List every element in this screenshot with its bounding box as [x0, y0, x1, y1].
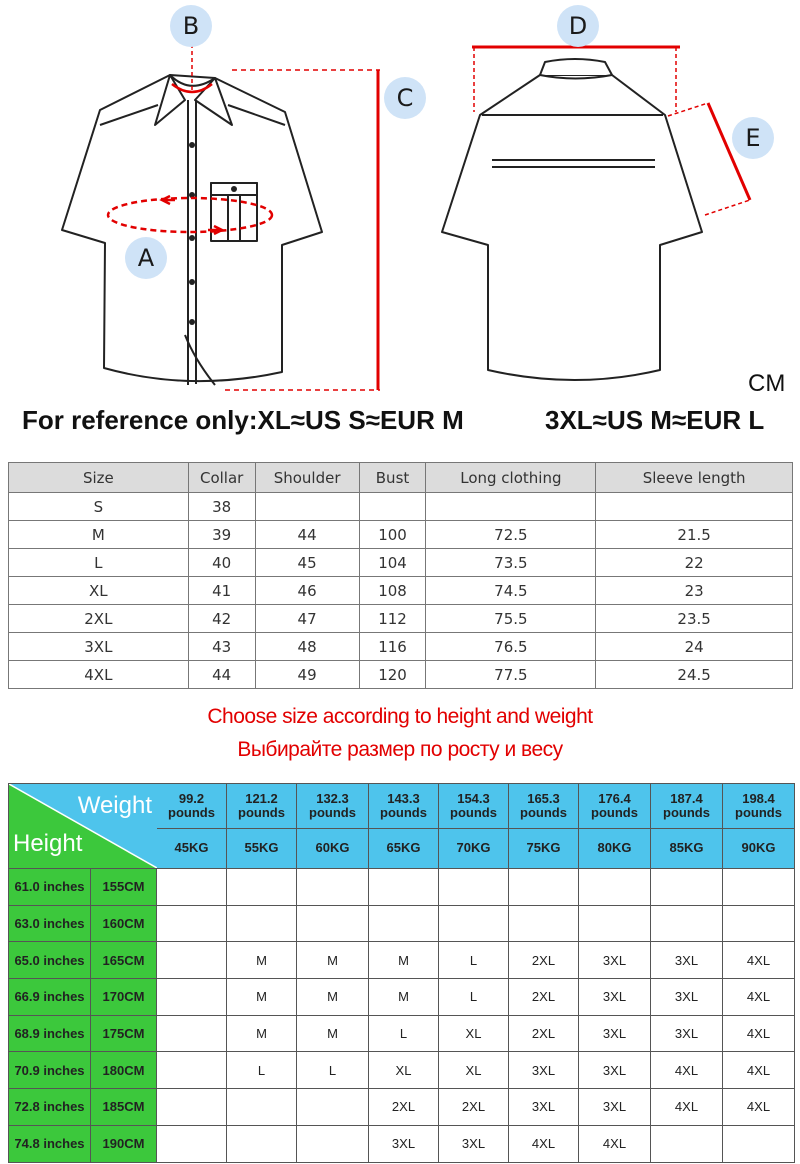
reference-note-left: For reference only:XL≈US S≈EUR M — [22, 405, 464, 435]
weight-pounds-header: 176.4 pounds — [579, 784, 651, 829]
size-cell: 112 — [359, 605, 426, 633]
size-row — [9, 605, 793, 633]
weight-pounds-header: 165.3 pounds — [509, 784, 579, 829]
height-row — [9, 869, 795, 906]
height-row — [9, 905, 795, 942]
size-cell: 48 — [255, 633, 359, 661]
height-inches: 74.8 inches — [9, 1125, 91, 1162]
size-cell: 24.5 — [596, 661, 793, 689]
size-cell: 108 — [359, 577, 426, 605]
header-long-clothing: Long clothing — [426, 463, 596, 493]
recommended-size-cell — [723, 905, 795, 942]
recommended-size-cell — [439, 869, 509, 906]
size-cell: 45 — [255, 549, 359, 577]
recommended-size-cell: 4XL — [579, 1125, 651, 1162]
height-inches: 70.9 inches — [9, 1052, 91, 1089]
height-row — [9, 1089, 795, 1126]
size-cell: 73.5 — [426, 549, 596, 577]
size-row — [9, 633, 793, 661]
recommended-size-cell: M — [369, 942, 439, 979]
recommended-size-cell — [723, 1125, 795, 1162]
height-cm: 185CM — [91, 1089, 157, 1126]
recommended-size-cell: XL — [439, 1052, 509, 1089]
recommended-size-cell — [157, 1089, 227, 1126]
weight-kg-header: 45KG — [157, 828, 227, 868]
size-cell: 2XL — [9, 605, 189, 633]
weight-pounds-header: 187.4 pounds — [651, 784, 723, 829]
size-cell: 76.5 — [426, 633, 596, 661]
recommended-size-cell: 2XL — [439, 1089, 509, 1126]
header-size: Size — [9, 463, 189, 493]
weight-kg-header: 55KG — [227, 828, 297, 868]
recommended-size-cell — [723, 869, 795, 906]
size-row — [9, 521, 793, 549]
height-row — [9, 1015, 795, 1052]
recommended-size-cell: L — [369, 1015, 439, 1052]
recommended-size-cell — [157, 869, 227, 906]
recommended-size-cell — [157, 942, 227, 979]
recommended-size-cell — [509, 905, 579, 942]
size-cell: 44 — [188, 661, 255, 689]
recommended-size-cell: 4XL — [723, 1052, 795, 1089]
size-table — [8, 462, 793, 689]
recommended-size-cell — [227, 905, 297, 942]
recommended-size-cell — [157, 1125, 227, 1162]
recommended-size-cell: M — [297, 1015, 369, 1052]
advice-russian: Выбирайте размер по росту и весу — [237, 738, 563, 761]
height-row — [9, 979, 795, 1016]
size-cell: 3XL — [9, 633, 189, 661]
weight-kg-header: 80KG — [579, 828, 651, 868]
badge-b: B — [170, 5, 212, 47]
size-cell: 39 — [188, 521, 255, 549]
recommended-size-cell — [297, 1125, 369, 1162]
size-cell — [255, 493, 359, 521]
size-cell: 41 — [188, 577, 255, 605]
recommended-size-cell: 2XL — [509, 979, 579, 1016]
recommended-size-cell: 2XL — [369, 1089, 439, 1126]
badge-c: C — [384, 77, 426, 119]
size-cell: 75.5 — [426, 605, 596, 633]
recommended-size-cell: 4XL — [723, 1089, 795, 1126]
recommended-size-cell — [439, 905, 509, 942]
height-inches: 66.9 inches — [9, 979, 91, 1016]
height-cm: 165CM — [91, 942, 157, 979]
recommended-size-cell: 3XL — [579, 942, 651, 979]
size-cell: XL — [9, 577, 189, 605]
recommended-size-cell: L — [297, 1052, 369, 1089]
header-collar: Collar — [188, 463, 255, 493]
recommended-size-cell: XL — [369, 1052, 439, 1089]
shirt-illustration — [0, 0, 800, 400]
size-cell — [359, 493, 426, 521]
recommended-size-cell: L — [439, 942, 509, 979]
recommended-size-cell: 3XL — [651, 942, 723, 979]
size-cell: 120 — [359, 661, 426, 689]
weight-kg-header: 70KG — [439, 828, 509, 868]
recommended-size-cell: 4XL — [509, 1125, 579, 1162]
weight-corner-label: Weight — [77, 792, 152, 819]
size-cell: S — [9, 493, 189, 521]
recommended-size-cell: M — [227, 1015, 297, 1052]
height-cm: 190CM — [91, 1125, 157, 1162]
header-bust: Bust — [359, 463, 426, 493]
recommended-size-cell — [297, 905, 369, 942]
recommended-size-cell — [227, 1089, 297, 1126]
height-cm: 170CM — [91, 979, 157, 1016]
recommended-size-cell: L — [227, 1052, 297, 1089]
advice-english: Choose size according to height and weight — [207, 705, 593, 728]
recommended-size-cell: 3XL — [579, 1089, 651, 1126]
weight-kg-header: 85KG — [651, 828, 723, 868]
size-cell: 21.5 — [596, 521, 793, 549]
badge-e: E — [732, 117, 774, 159]
size-cell: 38 — [188, 493, 255, 521]
height-row — [9, 942, 795, 979]
height-cm: 180CM — [91, 1052, 157, 1089]
size-row — [9, 577, 793, 605]
height-weight-chart — [8, 783, 794, 1161]
height-cm: 175CM — [91, 1015, 157, 1052]
recommended-size-cell — [157, 979, 227, 1016]
size-cell: 42 — [188, 605, 255, 633]
weight-pounds-header: 121.2 pounds — [227, 784, 297, 829]
recommended-size-cell — [157, 1052, 227, 1089]
chart-corner — [9, 784, 157, 869]
weight-pounds-header: 99.2 pounds — [157, 784, 227, 829]
weight-pounds-header: 154.3 pounds — [439, 784, 509, 829]
size-cell: 44 — [255, 521, 359, 549]
size-cell: 104 — [359, 549, 426, 577]
header-shoulder: Shoulder — [255, 463, 359, 493]
recommended-size-cell: 3XL — [651, 1015, 723, 1052]
size-cell: 100 — [359, 521, 426, 549]
size-cell: 43 — [188, 633, 255, 661]
height-row — [9, 1125, 795, 1162]
size-cell: 47 — [255, 605, 359, 633]
height-cm: 155CM — [91, 869, 157, 906]
size-cell: 23 — [596, 577, 793, 605]
weight-pounds-header: 198.4 pounds — [723, 784, 795, 829]
height-cm: 160CM — [91, 905, 157, 942]
recommended-size-cell — [157, 1015, 227, 1052]
size-cell: 22 — [596, 549, 793, 577]
size-cell: 24 — [596, 633, 793, 661]
recommended-size-cell: 3XL — [579, 1052, 651, 1089]
recommended-size-cell: M — [227, 979, 297, 1016]
weight-pounds-header: 132.3 pounds — [297, 784, 369, 829]
recommended-size-cell: 3XL — [369, 1125, 439, 1162]
weight-pounds-header: 143.3 pounds — [369, 784, 439, 829]
size-cell — [596, 493, 793, 521]
recommended-size-cell: 3XL — [509, 1052, 579, 1089]
recommended-size-cell — [157, 905, 227, 942]
recommended-size-cell: M — [369, 979, 439, 1016]
height-corner-label: Height — [13, 830, 83, 857]
recommended-size-cell: M — [297, 979, 369, 1016]
size-table-header — [9, 463, 793, 493]
size-cell: 74.5 — [426, 577, 596, 605]
height-row — [9, 1052, 795, 1089]
recommended-size-cell: 3XL — [439, 1125, 509, 1162]
size-cell: M — [9, 521, 189, 549]
recommended-size-cell: 4XL — [723, 979, 795, 1016]
badge-a: A — [125, 237, 167, 279]
recommended-size-cell — [579, 869, 651, 906]
size-cell: 72.5 — [426, 521, 596, 549]
recommended-size-cell: M — [297, 942, 369, 979]
recommended-size-cell — [509, 869, 579, 906]
recommended-size-cell: L — [439, 979, 509, 1016]
height-inches: 61.0 inches — [9, 869, 91, 906]
recommended-size-cell — [369, 905, 439, 942]
recommended-size-cell: 4XL — [723, 942, 795, 979]
recommended-size-cell — [297, 1089, 369, 1126]
recommended-size-cell: XL — [439, 1015, 509, 1052]
height-inches: 63.0 inches — [9, 905, 91, 942]
recommended-size-cell — [651, 905, 723, 942]
recommended-size-cell — [651, 869, 723, 906]
size-cell: 116 — [359, 633, 426, 661]
height-inches: 65.0 inches — [9, 942, 91, 979]
recommended-size-cell: 4XL — [723, 1015, 795, 1052]
weight-kg-header: 90KG — [723, 828, 795, 868]
badge-d: D — [557, 5, 599, 47]
shirt-measurement-diagram — [0, 0, 800, 400]
size-row — [9, 661, 793, 689]
recommended-size-cell: 3XL — [509, 1089, 579, 1126]
recommended-size-cell: 2XL — [509, 942, 579, 979]
size-cell: 49 — [255, 661, 359, 689]
recommended-size-cell: M — [227, 942, 297, 979]
size-row — [9, 549, 793, 577]
height-inches: 68.9 inches — [9, 1015, 91, 1052]
recommended-size-cell: 2XL — [509, 1015, 579, 1052]
weight-kg-header: 65KG — [369, 828, 439, 868]
size-cell: 4XL — [9, 661, 189, 689]
recommended-size-cell: 4XL — [651, 1052, 723, 1089]
recommended-size-cell: 3XL — [579, 1015, 651, 1052]
back-shirt — [442, 59, 702, 380]
size-cell — [426, 493, 596, 521]
recommended-size-cell: 4XL — [651, 1089, 723, 1126]
size-cell: 77.5 — [426, 661, 596, 689]
recommended-size-cell — [297, 869, 369, 906]
front-shirt — [62, 75, 322, 385]
size-cell: L — [9, 549, 189, 577]
recommended-size-cell — [227, 1125, 297, 1162]
header-sleeve-length: Sleeve length — [596, 463, 793, 493]
recommended-size-cell — [369, 869, 439, 906]
recommended-size-cell — [651, 1125, 723, 1162]
recommended-size-cell — [579, 905, 651, 942]
recommended-size-cell — [227, 869, 297, 906]
size-cell: 40 — [188, 549, 255, 577]
size-cell: 23.5 — [596, 605, 793, 633]
height-inches: 72.8 inches — [9, 1089, 91, 1126]
reference-note-right: 3XL≈US M≈EUR L — [545, 405, 765, 435]
size-row — [9, 493, 793, 521]
weight-kg-header: 60KG — [297, 828, 369, 868]
recommended-size-cell: 3XL — [579, 979, 651, 1016]
recommended-size-cell: 3XL — [651, 979, 723, 1016]
size-cell: 46 — [255, 577, 359, 605]
unit-label: CM — [748, 370, 786, 397]
weight-kg-header: 75KG — [509, 828, 579, 868]
